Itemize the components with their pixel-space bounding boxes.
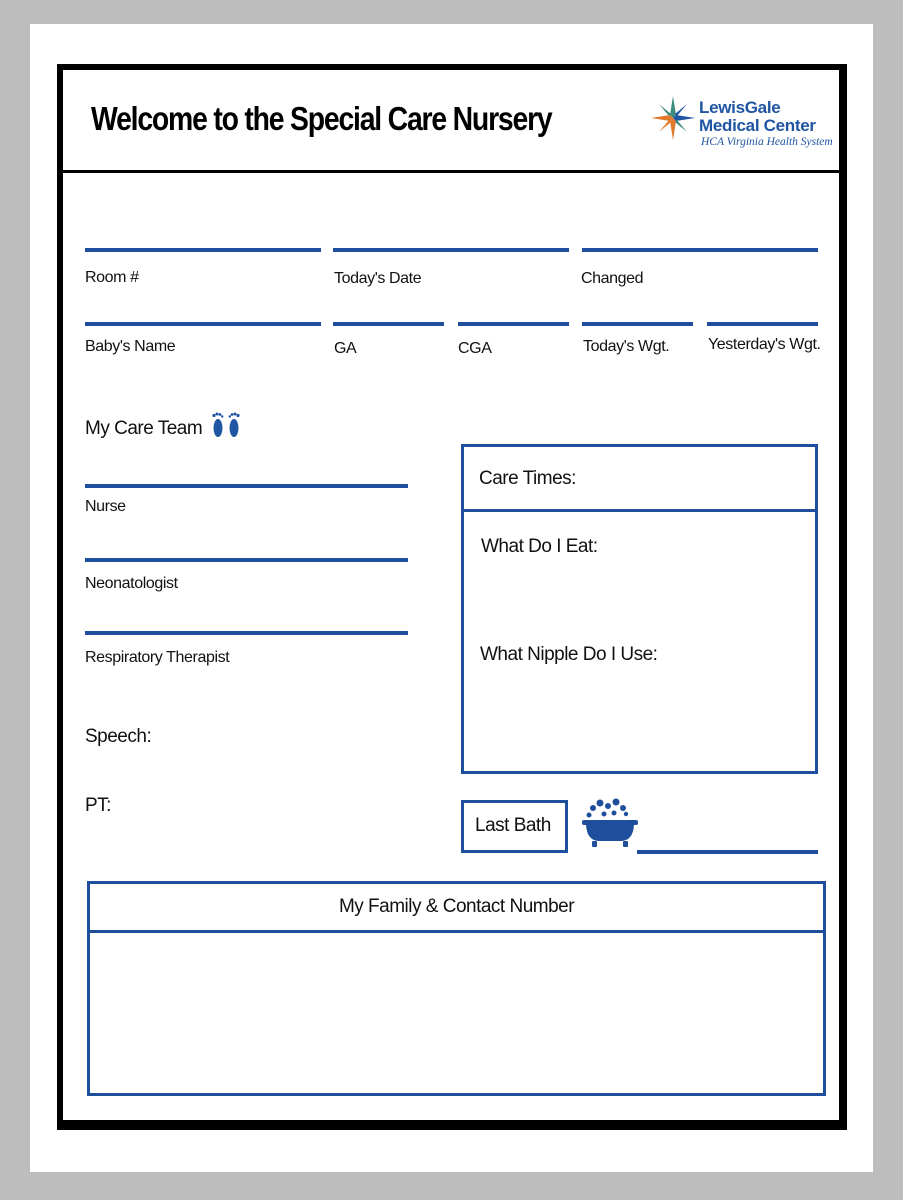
logo-name-line2: Medical Center bbox=[699, 116, 816, 135]
yesterdays-wgt-label: Yesterday's Wgt. bbox=[708, 336, 821, 353]
yesterdays-wgt-field-line[interactable] bbox=[707, 322, 818, 326]
pt-label: PT: bbox=[85, 795, 111, 816]
baby-footprints-icon bbox=[209, 408, 243, 442]
family-contact-heading: My Family & Contact Number bbox=[338, 896, 575, 917]
care-box-divider bbox=[464, 509, 815, 512]
respiratory-therapist-label: Respiratory Therapist bbox=[85, 649, 230, 666]
header-divider bbox=[63, 170, 839, 173]
nurse-field-line[interactable] bbox=[85, 484, 408, 488]
last-bath-label: Last Bath bbox=[475, 815, 551, 836]
neonatologist-field-line[interactable] bbox=[85, 558, 408, 562]
care-info-box bbox=[461, 444, 818, 774]
respiratory-therapist-field-line[interactable] bbox=[85, 631, 408, 635]
todays-wgt-field-line[interactable] bbox=[582, 322, 693, 326]
whiteboard bbox=[57, 64, 847, 1130]
cga-label: CGA bbox=[458, 340, 492, 357]
logo-name-line1: LewisGale bbox=[699, 98, 781, 117]
what-nipple-label: What Nipple Do I Use: bbox=[480, 644, 658, 665]
speech-label: Speech: bbox=[85, 726, 152, 747]
cga-field-line[interactable] bbox=[458, 322, 569, 326]
changed-field-line[interactable] bbox=[582, 248, 818, 252]
care-team-heading: My Care Team bbox=[85, 418, 203, 439]
family-contact-box bbox=[87, 881, 826, 1096]
board-title: Welcome to the Special Care Nursery bbox=[91, 100, 552, 137]
room-label: Room # bbox=[85, 269, 139, 286]
ga-label: GA bbox=[334, 340, 357, 357]
last-bath-field-line[interactable] bbox=[637, 850, 818, 854]
todays-date-label: Today's Date bbox=[334, 270, 422, 287]
todays-wgt-label: Today's Wgt. bbox=[583, 338, 670, 355]
hospital-logo bbox=[647, 92, 837, 152]
logo-star-icon bbox=[647, 92, 699, 144]
family-contact-writing-area[interactable] bbox=[90, 933, 823, 1093]
care-times-label: Care Times: bbox=[479, 468, 576, 489]
bathtub-icon bbox=[578, 794, 640, 852]
logo-tagline: HCA Virginia Health System bbox=[701, 136, 833, 148]
nurse-label: Nurse bbox=[85, 498, 126, 515]
last-bath-box bbox=[461, 800, 568, 853]
babys-name-label: Baby's Name bbox=[85, 338, 176, 355]
changed-label: Changed bbox=[581, 270, 644, 287]
ga-field-line[interactable] bbox=[333, 322, 444, 326]
what-do-i-eat-label: What Do I Eat: bbox=[481, 536, 598, 557]
babys-name-field-line[interactable] bbox=[85, 322, 321, 326]
room-field-line[interactable] bbox=[85, 248, 321, 252]
todays-date-field-line[interactable] bbox=[333, 248, 569, 252]
neonatologist-label: Neonatologist bbox=[85, 575, 178, 592]
